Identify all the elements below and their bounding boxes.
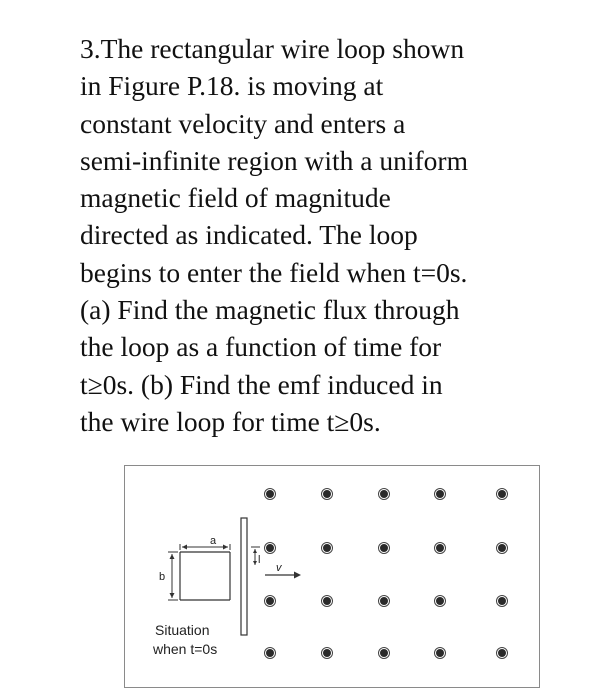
problem-statement xyxy=(80,30,580,440)
field-dot-symbol xyxy=(435,489,446,500)
problem-line-9: the loop as a function of time for xyxy=(80,331,442,363)
field-dot-symbol xyxy=(497,489,508,500)
field-boundary xyxy=(241,518,247,635)
field-dot-symbol xyxy=(322,543,333,554)
field-dot-symbol xyxy=(379,543,390,554)
field-dot-symbol xyxy=(435,648,446,659)
problem-line-6: directed as indicated. The loop xyxy=(80,219,418,251)
field-dot-symbol xyxy=(379,489,390,500)
label-b: b xyxy=(159,571,166,583)
field-dot-symbol xyxy=(322,596,333,607)
field-dot-symbol xyxy=(497,543,508,554)
problem-line-7: begins to enter the field when t=0s. xyxy=(80,256,468,288)
field-dot-symbol xyxy=(435,596,446,607)
problem-line-3: constant velocity and enters a xyxy=(80,107,406,139)
field-dot-symbol xyxy=(265,543,276,554)
field-dot-symbol xyxy=(379,596,390,607)
label-l: l xyxy=(258,554,261,566)
problem-line-8: (a) Find the magnetic flux through xyxy=(80,294,460,326)
field-dot-symbol xyxy=(497,596,508,607)
caption-line-1: Situation xyxy=(155,622,210,638)
figure-canvas xyxy=(124,465,540,688)
field-dot-symbol xyxy=(379,648,390,659)
caption-line-2: when t=0s xyxy=(153,641,218,657)
problem-line-5: magnetic field of magnitude xyxy=(80,182,391,214)
problem-line-2: in Figure P.18. is moving at xyxy=(80,70,384,102)
field-dot-symbol xyxy=(322,648,333,659)
field-dot-symbol xyxy=(265,648,276,659)
field-dot-symbol xyxy=(435,543,446,554)
problem-line-10: t≥0s. (b) Find the emf induced in xyxy=(80,368,443,400)
problem-line-1: 3.The rectangular wire loop shown xyxy=(80,33,465,64)
field-dot-symbol xyxy=(265,596,276,607)
label-v: v xyxy=(276,562,282,574)
field-dot-symbol xyxy=(265,489,276,500)
label-a: a xyxy=(210,535,217,547)
field-dot-symbol xyxy=(322,489,333,500)
field-dot-symbol xyxy=(497,648,508,659)
figure-p18 xyxy=(124,465,540,688)
problem-line-4: semi-infinite region with a uniform xyxy=(80,144,468,176)
problem-line-11: the wire loop for time t≥0s. xyxy=(80,405,381,437)
